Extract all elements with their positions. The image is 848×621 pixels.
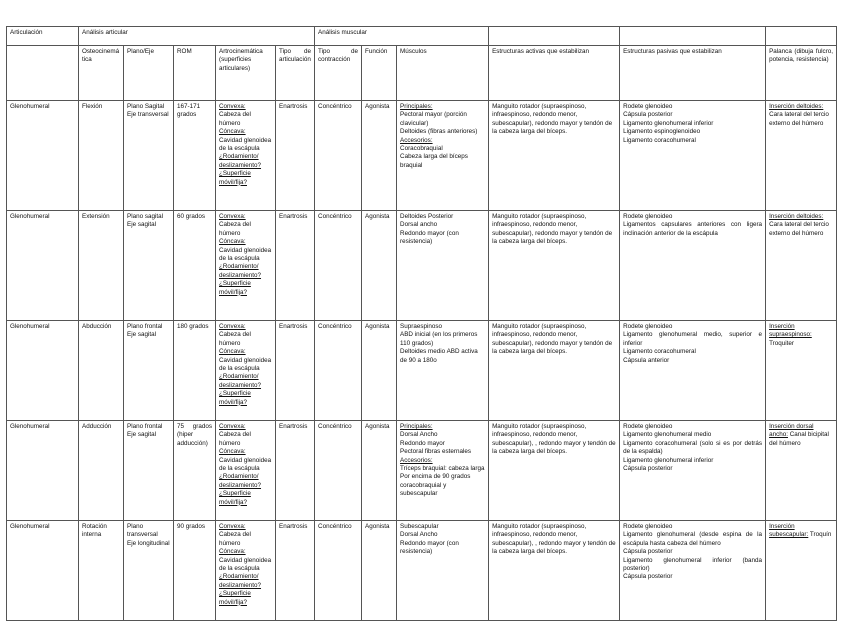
artro-line: ¿Superficie móvil/fija? (219, 280, 251, 296)
plano-line: Eje sagital (127, 331, 157, 339)
musculo-line: Dorsal ancho (400, 221, 438, 229)
activas-cell: Manguito rotador (supraespinoso, infraespinoso, redondo menor, subescapular), redondo mayor y tendón de la cabeza larga del bíceps. (489, 321, 620, 421)
plano-line: Eje longitudinal (127, 539, 170, 547)
pasiva-line: Rodete glenoideo (623, 103, 673, 110)
musculos-cell (397, 211, 489, 321)
contraccion-cell: Concéntrico (315, 521, 362, 621)
pasiva-line: Rodete glenoideo (623, 213, 673, 220)
musculo-line: Por encima de 90 grados coracobraquial y subescapular (400, 473, 471, 498)
palanca-insertion-title: Inserción dorsal ancho: (769, 423, 814, 439)
articulacion-cell: Glenohumeral (7, 101, 79, 211)
palanca-cell (766, 101, 837, 211)
artro-line: Cavidad glenoidea de la escápula (219, 246, 272, 263)
plano-line: Plano transversal (127, 523, 158, 539)
pasiva-line: Ligamento glenohumeral medio (623, 431, 712, 439)
plano-cell (124, 421, 174, 521)
pasiva-line: Cápsula posterior (623, 573, 673, 581)
musculo-line: Principales: (400, 103, 433, 110)
subheader-empty (7, 46, 79, 101)
palanca-insertion-text: Canal bicipital del húmero (769, 431, 829, 447)
table-row (7, 521, 837, 621)
palanca-cell (766, 521, 837, 621)
header-empty-3 (766, 27, 837, 46)
subheader-plano-eje: Plano/Eje (124, 46, 174, 101)
rom-cell: 75 grados (hiper adducción) (174, 421, 216, 521)
artro-line: ¿Superficie móvil/fija? (219, 390, 251, 406)
header-articulacion: Articulación (7, 27, 79, 46)
artro-line: ¿Rodamiento/ deslizamiento? (219, 473, 262, 489)
pasiva-line: Ligamento coracohumeral (623, 136, 696, 144)
musculo-line: Redondo mayor (con resistencia) (400, 539, 459, 556)
artro-line: Cóncava: (219, 238, 246, 246)
artro-cell (216, 421, 276, 521)
pasivas-cell (620, 101, 766, 211)
palanca-cell (766, 211, 837, 321)
palanca-cell (766, 421, 837, 521)
subheader-tipo-contraccion: Tipo de contracción (315, 46, 362, 101)
artro-line: ¿Superficie móvil/fija? (219, 490, 251, 506)
artro-line: Cóncava: (219, 348, 246, 356)
artro-line: Cóncava: (219, 128, 246, 136)
contraccion-cell: Concéntrico (315, 211, 362, 321)
activas-cell: Manguito rotador (supraespinoso, infraespinoso, redondo menor, subescapular), , redondo mayor y tendón de la cabeza larga del bíceps. (489, 521, 620, 621)
artro-line: ¿Rodamiento/ deslizamiento? (219, 153, 262, 169)
articulacion-cell: Glenohumeral (7, 421, 79, 521)
musculo-line: Deltoides (fibras anteriores) (400, 128, 478, 136)
pasivas-cell (620, 421, 766, 521)
artro-line: Convexa: (219, 103, 246, 110)
pasiva-line: Cápsula posterior (623, 111, 673, 119)
tipo-articulacion-cell: Enartrosis (276, 321, 315, 421)
artro-line: Cabeza del húmero (219, 111, 251, 127)
pasiva-line: Ligamento coracohumeral (solo si es por detrás de la espalda) (623, 439, 763, 456)
musculo-line: Deltoides medio ABD activa de 90 a 180o (400, 348, 478, 364)
palanca-insertion-title: Inserción deltoides: (769, 213, 824, 220)
artro-line: ¿Superficie móvil/fija? (219, 590, 251, 606)
musculo-line: Subescapular (400, 523, 439, 530)
contraccion-cell: Concéntrico (315, 101, 362, 211)
header-empty-1 (489, 27, 620, 46)
plano-line: Eje sagital (127, 431, 157, 439)
funcion-cell: Agonista (362, 211, 397, 321)
activas-cell: Manguito rotador (supraespinoso, infraespinoso, redondo menor, subescapular), redondo mayor y tendón de la cabeza larga del bíceps. (489, 211, 620, 321)
artro-cell (216, 521, 276, 621)
tipo-articulacion-cell: Enartrosis (276, 521, 315, 621)
pasiva-line: Ligamento glenohumeral inferior (623, 119, 714, 127)
musculo-line: Accesorios: (400, 456, 433, 464)
musculos-cell (397, 321, 489, 421)
activas-cell: Manguito rotador (supraespinoso, infraespinoso, redondo menor, subescapular), , redondo mayor y tendón de la cabeza larga del bíceps. (489, 421, 620, 521)
artro-cell (216, 211, 276, 321)
tipo-articulacion-cell: Enartrosis (276, 211, 315, 321)
subheader-activas: Estructuras activas que estabilizan (489, 46, 620, 101)
plano-line: Eje transversal (127, 111, 169, 119)
pasiva-line: Cápsula anterior (623, 356, 670, 364)
contraccion-cell: Concéntrico (315, 321, 362, 421)
palanca-insertion-text: Troquín (809, 531, 832, 539)
musculo-line: Dorsal Ancho (400, 531, 438, 539)
musculo-line: Tríceps braquial: cabeza larga (400, 465, 485, 473)
musculo-line: Pectoral mayor (porción clavicular) (400, 111, 467, 127)
pasiva-line: Ligamentos capsulares anteriores con ligera inclinación anterior de la escápula (623, 221, 763, 237)
artro-cell (216, 101, 276, 211)
funcion-cell: Agonista (362, 521, 397, 621)
artro-line: Cavidad glenoidea de la escápula (219, 556, 272, 573)
musculos-cell (397, 521, 489, 621)
table-row (7, 421, 837, 521)
rom-cell: 180 grados (174, 321, 216, 421)
tipo-articulacion-cell: Enartrosis (276, 421, 315, 521)
header-analisis-articular: Análisis articular (79, 27, 315, 46)
pasiva-line: Ligamento espinoglenoideo (623, 128, 701, 136)
funcion-cell: Agonista (362, 321, 397, 421)
header-row (7, 27, 837, 46)
movimiento-cell: Extensión (79, 211, 124, 321)
movimiento-cell: Abducción (79, 321, 124, 421)
anatomy-table (6, 26, 837, 621)
musculo-line: Deltoides Posterior (400, 213, 454, 220)
header-analisis-muscular: Análisis muscular (315, 27, 489, 46)
plano-line: Plano Sagital (127, 103, 165, 110)
subheader-funcion: Función (362, 46, 397, 101)
musculo-line: Coracobraquial (400, 145, 443, 153)
artro-line: Cabeza del húmero (219, 221, 251, 237)
table-row (7, 211, 837, 321)
activas-cell: Manguito rotador (supraespinoso, infraespinoso, redondo menor, subescapular), redondo mayor y tendón de la cabeza larga del bíceps. (489, 101, 620, 211)
palanca-insertion-text: Cara lateral del tercio externo del húmero (769, 111, 829, 127)
musculo-line: Cabeza larga del bíceps braquial (400, 153, 468, 169)
movimiento-cell: Flexión (79, 101, 124, 211)
artro-line: Cabeza del húmero (219, 531, 251, 547)
musculo-line: Redondo mayor (con resistencia) (400, 229, 459, 246)
artro-line: Cavidad glenoidea de la escápula (219, 136, 272, 153)
pasiva-line: Rodete glenoideo (623, 523, 673, 530)
pasiva-line: Rodete glenoideo (623, 423, 673, 430)
rom-cell: 60 grados (174, 211, 216, 321)
pasivas-cell (620, 521, 766, 621)
pasiva-line: Ligamento glenohumeral inferior (623, 456, 714, 464)
funcion-cell: Agonista (362, 421, 397, 521)
pasiva-line: Cápsula posterior (623, 465, 673, 473)
artro-line: Cabeza del húmero (219, 431, 251, 447)
movimiento-cell: Adducción (79, 421, 124, 521)
plano-line: Eje sagital (127, 221, 157, 229)
musculos-cell (397, 101, 489, 211)
plano-cell (124, 211, 174, 321)
musculo-line: ABD inicial (en los primeros 110 grados) (400, 331, 478, 347)
artro-line: Convexa: (219, 423, 246, 430)
artro-line: Cóncava: (219, 448, 246, 456)
artro-line: Convexa: (219, 523, 246, 530)
musculo-line: Supraespinoso (400, 323, 443, 330)
plano-line: Plano frontal (127, 423, 163, 430)
plano-line: Plano frontal (127, 323, 163, 330)
subheader-rom: ROM (174, 46, 216, 101)
subheader-row (7, 46, 837, 101)
pasiva-line: Ligamento glenohumeral medio, superior e inferior (623, 331, 763, 347)
subheader-palanca: Palanca (dibuja fulcro, potencia, resistencia) (766, 46, 837, 101)
musculo-line: Pectoral fibras esternales (400, 448, 472, 456)
pasiva-line: Cápsula posterior (623, 548, 673, 556)
subheader-artrocinematica: Artrocinemática (superficies articulares) (216, 46, 276, 101)
articulacion-cell: Glenohumeral (7, 211, 79, 321)
table-row (7, 101, 837, 211)
artro-line: ¿Rodamiento/ deslizamiento? (219, 373, 262, 389)
musculo-line: Redondo mayor (400, 439, 445, 447)
artro-cell (216, 321, 276, 421)
artro-line: ¿Superficie móvil/fija? (219, 170, 251, 186)
musculo-line: Accesorios: (400, 136, 433, 144)
plano-cell (124, 521, 174, 621)
pasiva-line: Rodete glenoideo (623, 323, 673, 330)
artro-line: Cabeza del húmero (219, 331, 251, 347)
pasivas-cell (620, 321, 766, 421)
pasiva-line: Ligamento glenohumeral inferior (banda posterior) (623, 556, 763, 573)
artro-line: Cóncava: (219, 548, 246, 556)
rom-cell: 90 grados (174, 521, 216, 621)
table-row (7, 321, 837, 421)
articulacion-cell: Glenohumeral (7, 521, 79, 621)
artro-line: Cavidad glenoidea de la escápula (219, 456, 272, 473)
articulacion-cell: Glenohumeral (7, 321, 79, 421)
palanca-cell (766, 321, 837, 421)
rom-cell: 167-171 grados (174, 101, 216, 211)
musculos-cell (397, 421, 489, 521)
subheader-tipo-articulacion: Tipo de articulación (276, 46, 315, 101)
pasiva-line: Ligamento coracohumeral (623, 348, 696, 356)
artro-line: Convexa: (219, 323, 246, 330)
subheader-musculos: Músculos (397, 46, 489, 101)
artro-line: Cavidad glenoidea de la escápula (219, 356, 272, 373)
palanca-insertion-text: Cara lateral del tercio externo del húmero (769, 221, 829, 237)
header-empty-2 (620, 27, 766, 46)
contraccion-cell: Concéntrico (315, 421, 362, 521)
tipo-articulacion-cell: Enartrosis (276, 101, 315, 211)
plano-line: Plano sagital (127, 213, 164, 220)
palanca-insertion-title: Inserción subescapular: (769, 523, 809, 539)
musculo-line: Dorsal Ancho (400, 431, 438, 439)
palanca-insertion-title: Inserción deltoides: (769, 103, 824, 110)
funcion-cell: Agonista (362, 101, 397, 211)
artro-line: ¿Rodamiento/ deslizamiento? (219, 573, 262, 589)
palanca-insertion-title: Inserción supraespinoso: (769, 323, 812, 339)
subheader-osteocinematica: Osteocinemática (79, 46, 124, 101)
artro-line: Convexa: (219, 213, 246, 220)
pasiva-line: Ligamento glenohumeral (desde espina de la escápula hasta cabeza del húmero (623, 531, 763, 547)
pasivas-cell (620, 211, 766, 321)
palanca-insertion-text: Troquiter (769, 339, 795, 347)
plano-cell (124, 321, 174, 421)
movimiento-cell: Rotación interna (79, 521, 124, 621)
artro-line: ¿Rodamiento/ deslizamiento? (219, 263, 262, 279)
plano-cell (124, 101, 174, 211)
subheader-pasivas: Estructuras pasivas que estabilizan (620, 46, 766, 101)
musculo-line: Principales: (400, 423, 433, 430)
